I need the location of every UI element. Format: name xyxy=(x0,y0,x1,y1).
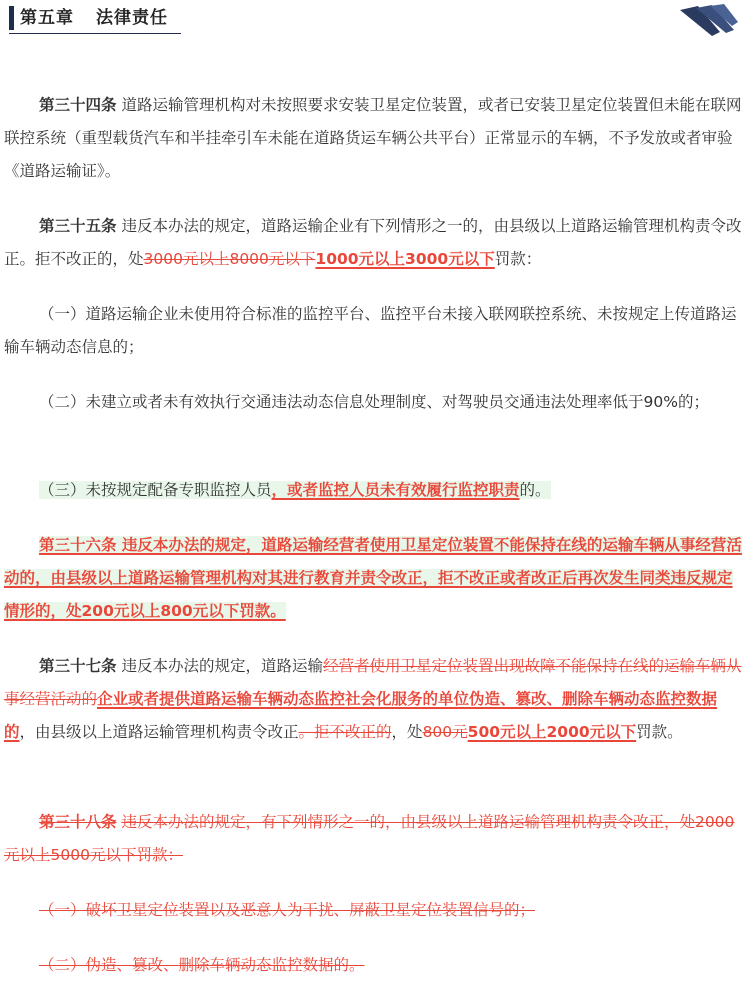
article-37-label: 第三十七条 xyxy=(39,657,117,675)
article-36-inserted xyxy=(4,529,746,628)
article-35-text: 违反本办法的规定，道路运输企业有下列情形之一的，由县级以上道路运输管理机构责令改正。拒不改正的，处 xyxy=(4,217,742,268)
article-38-label: 第三十八条 xyxy=(39,813,117,831)
article-36-text: 违反本办法的规定，道路运输经营者使用卫星定位装置不能保持在线的运输车辆从事经营活动的，由县级以上道路运输管理机构对其进行教育并责令改正，拒不改正或者改正后再次发生同类违反规定情形的，处200元以上800元以下罚款。 xyxy=(4,536,742,620)
item-2-text: （二）未建立或者未有效执行交通违法动态信息处理制度、对驾驶员交通违法处理率低于90%的； xyxy=(39,393,709,411)
deleted-text: 3000元以上8000元以下 xyxy=(143,250,316,268)
inserted-text: ，或者监控人员未有效履行监控职责 xyxy=(271,481,520,499)
item-3-text: （三）未按规定配备专职监控人员 xyxy=(39,481,272,499)
article-38-item-1-deleted xyxy=(4,894,746,927)
header-accent-bar xyxy=(9,6,14,30)
chapter-header xyxy=(0,0,750,40)
article-37-text: 违反本办法的规定，道路运输 xyxy=(121,657,323,675)
article-35-item-3 xyxy=(4,474,746,507)
header-underline xyxy=(9,33,181,34)
article-37-text-2: ，由县级以上道路运输管理机构责令改正 xyxy=(19,723,299,741)
brand-logo-icon xyxy=(678,2,740,38)
article-35-item-1 xyxy=(4,298,746,364)
inserted-text-2: 500元以上2000元以下 xyxy=(467,723,637,741)
article-35-label: 第三十五条 xyxy=(39,217,117,235)
article-38-item-2-text: （二）伪造、篡改、删除车辆动态监控数据的。 xyxy=(39,956,365,974)
article-38-item-1-text: （一）破坏卫星定位装置以及恶意人为干扰、屏蔽卫星定位装置信号的； xyxy=(39,901,536,919)
deleted-text: 经营者使用卫星定位装置出现故障不能保持在线的运输车辆从事经营活动的 xyxy=(4,657,742,708)
chapter-title xyxy=(20,6,168,30)
article-34 xyxy=(4,89,746,188)
article-34-text: 道路运输管理机构对未按照要求安装卫星定位装置，或者已安装卫星定位装置但未能在联网联控系统（重型载货汽车和半挂牵引车未能在道路货运车辆公共平台）正常显示的车辆，不予发放或者审验《道路运输证》。 xyxy=(4,96,742,180)
deleted-text-3: 800元 xyxy=(422,723,468,741)
article-35 xyxy=(4,210,746,276)
deleted-text-2: 。拒不改正的 xyxy=(298,723,392,741)
article-37-text-3: ，处 xyxy=(391,723,423,741)
article-38-item-2-deleted xyxy=(4,949,746,982)
article-37 xyxy=(4,650,746,749)
article-38-deleted xyxy=(4,806,746,872)
article-38-text: 违反本办法的规定，有下列情形之一的，由县级以上道路运输管理机构责令改正，处2000元以上5000元以下罚款： xyxy=(4,813,735,864)
chapter-number: 第五章 xyxy=(20,8,74,28)
inserted-text: 1000元以上3000元以下 xyxy=(315,250,495,268)
article-37-text-end: 罚款。 xyxy=(636,723,683,741)
article-35-text-end: 罚款： xyxy=(494,250,542,268)
article-34-label: 第三十四条 xyxy=(39,96,117,114)
item-3-text-end: 的。 xyxy=(519,481,551,499)
article-35-item-2 xyxy=(4,386,746,419)
article-36-label: 第三十六条 xyxy=(39,536,117,554)
item-1-text: （一）道路运输企业未使用符合标准的监控平台、监控平台未接入联网联控系统、未按规定上传道路运输车辆动态信息的； xyxy=(4,305,737,356)
inserted-text: 企业或者提供道路运输车辆动态监控社会化服务的单位伪造、篡改、删除车辆动态监控数据的 xyxy=(4,690,718,741)
chapter-name: 法律责任 xyxy=(96,8,168,28)
